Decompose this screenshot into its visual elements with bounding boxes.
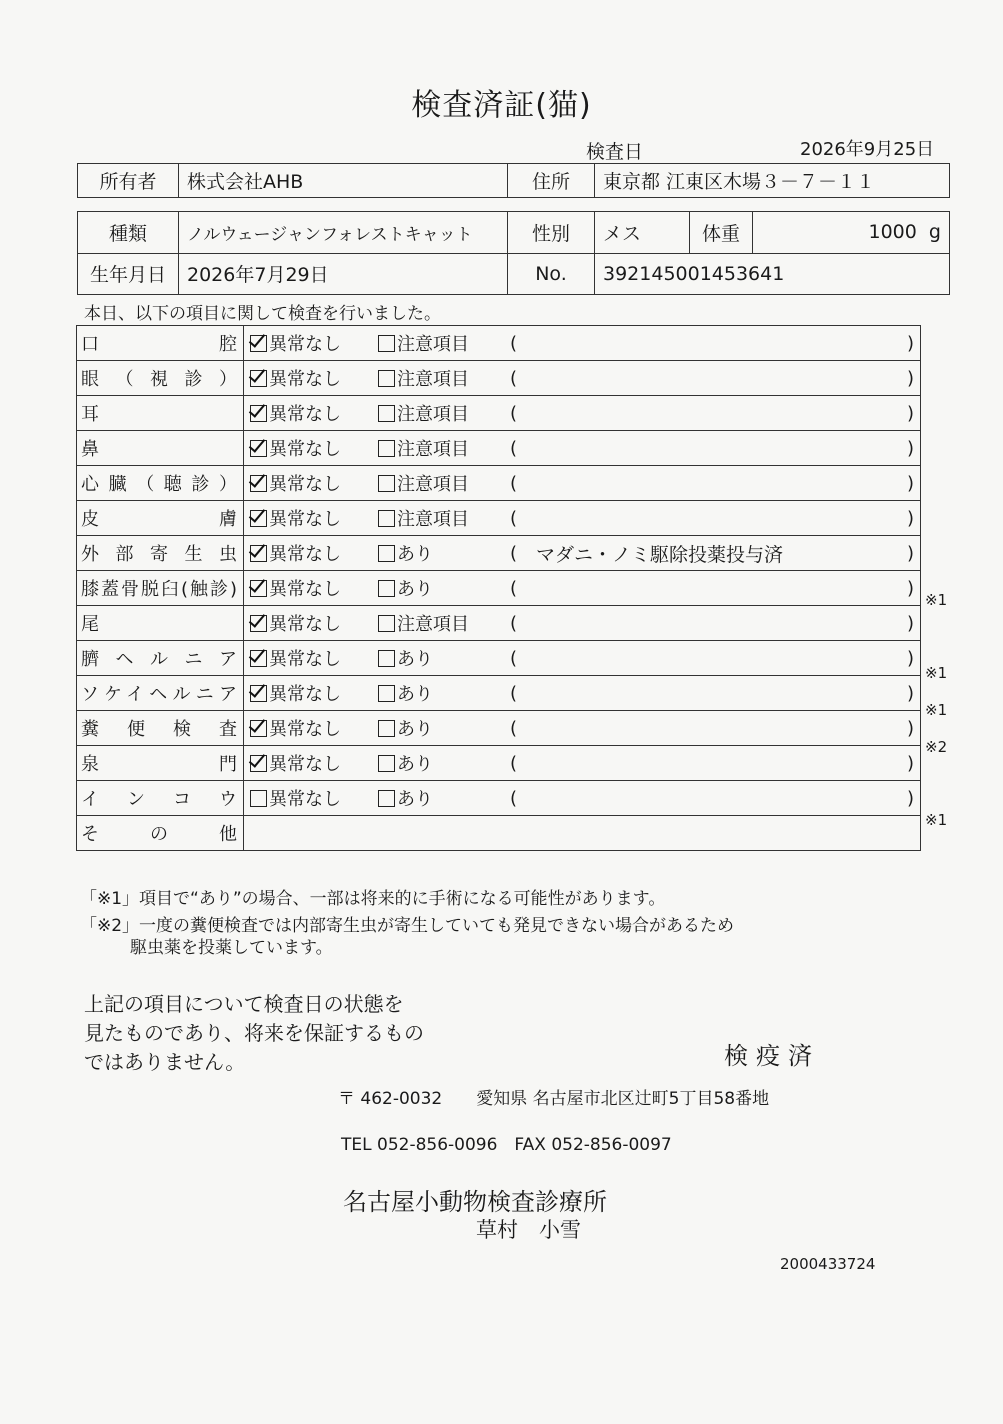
disclaimer-line-1: 上記の項目について検査日の状態を [84, 992, 404, 1016]
exam-result: 異常なし あり ( ) [244, 711, 921, 746]
dob-label: 生年月日 [78, 253, 179, 295]
finding-checkbox[interactable] [378, 650, 395, 667]
exam-result: 異常なし 注意項目 ( ) [244, 326, 921, 361]
footnote-mark: ※2 [925, 737, 948, 756]
exam-item-name: 耳 [77, 396, 244, 431]
no-abnormality-checkbox[interactable] [250, 510, 267, 527]
exam-item-name: 尾 [77, 606, 244, 641]
clinic-address: 〒 462-0032 愛知県 名古屋市北区辻町5丁目58番地 [338, 1089, 770, 1109]
exam-row [77, 431, 921, 466]
doctor-name: 草村 小雪 [476, 1218, 581, 1242]
finding-label: あり [397, 579, 433, 600]
finding-checkbox[interactable] [378, 440, 395, 457]
other-label: そ の 他 [77, 816, 244, 851]
finding-label: 注意項目 [397, 404, 469, 425]
no-abnormality-checkbox[interactable] [250, 475, 267, 492]
other-value [244, 816, 921, 851]
no-abnormality-checkbox[interactable] [250, 615, 267, 632]
exam-result: 異常なし 注意項目 ( ) [244, 466, 921, 501]
exam-result: 異常なし あり ( ) [244, 746, 921, 781]
finding-checkbox[interactable] [378, 790, 395, 807]
exam-item-name: 皮 膚 [77, 501, 244, 536]
owner-value: 株式会社AHB [179, 164, 508, 198]
finding-label: 注意項目 [397, 509, 469, 530]
exam-row [77, 396, 921, 431]
no-abnormality-label: 異常なし [269, 614, 341, 635]
breed-value: ノルウェージャンフォレストキャット [179, 212, 508, 254]
quarantine-stamp: 検疫済 [724, 1042, 820, 1070]
no-abnormality-label: 異常なし [269, 439, 341, 460]
exam-row [77, 501, 921, 536]
no-abnormality-checkbox[interactable] [250, 370, 267, 387]
finding-checkbox[interactable] [378, 615, 395, 632]
footnote-mark: ※1 [925, 811, 948, 830]
finding-checkbox[interactable] [378, 335, 395, 352]
no-abnormality-checkbox[interactable] [250, 405, 267, 422]
finding-label: 注意項目 [397, 369, 469, 390]
finding-label: あり [397, 789, 433, 810]
exam-item-name: 外部寄生虫 [77, 536, 244, 571]
exam-date-label: 検査日 [586, 141, 644, 163]
exam-date: 2026年9月25日 [800, 139, 935, 160]
sex-value: メス [595, 212, 690, 254]
no-abnormality-checkbox[interactable] [250, 685, 267, 702]
no-abnormality-checkbox[interactable] [250, 720, 267, 737]
sex-label: 性別 [508, 212, 595, 254]
exam-result: 異常なし あり ( マダニ・ノミ駆除投薬投与済 ) [244, 536, 921, 571]
weight-value: 1000 g [753, 212, 950, 254]
disclaimer [84, 990, 424, 1077]
exam-result: 異常なし あり ( ) [244, 781, 921, 816]
footnote-mark: ※1 [925, 590, 948, 609]
footnote-mark: ※1 [925, 701, 948, 719]
exam-table [76, 325, 921, 851]
finding-label: あり [397, 684, 433, 705]
exam-note: マダニ・ノミ駆除投薬投与済 [536, 543, 784, 566]
no-abnormality-label: 異常なし [269, 509, 341, 530]
exam-row [77, 781, 921, 816]
exam-row [77, 606, 921, 641]
owner-table [77, 163, 950, 198]
no-abnormality-checkbox[interactable] [250, 755, 267, 772]
breed-label: 種類 [78, 212, 179, 254]
exam-item-name: ソケイヘルニア [77, 676, 244, 711]
no-abnormality-label: 異常なし [269, 404, 341, 425]
finding-checkbox[interactable] [378, 370, 395, 387]
weight-label: 体重 [690, 212, 753, 254]
exam-row [77, 326, 921, 361]
exam-row [77, 536, 921, 571]
no-abnormality-label: 異常なし [269, 369, 341, 390]
exam-item-name: 膝蓋骨脱臼(触診) [77, 571, 244, 606]
owner-label: 所有者 [78, 164, 179, 198]
dob-value: 2026年7月29日 [179, 253, 508, 295]
no-abnormality-checkbox[interactable] [250, 335, 267, 352]
number-value: 392145001453641 [595, 253, 950, 295]
no-abnormality-label: 異常なし [269, 684, 341, 705]
exam-result: 異常なし 注意項目 ( ) [244, 361, 921, 396]
finding-checkbox[interactable] [378, 545, 395, 562]
finding-checkbox[interactable] [378, 475, 395, 492]
address-value: 東京都 江東区木場３－７－１１ [595, 164, 950, 198]
finding-checkbox[interactable] [378, 405, 395, 422]
exam-item-name: 泉 門 [77, 746, 244, 781]
exam-row [77, 641, 921, 676]
exam-result: 異常なし あり ( ) [244, 676, 921, 711]
footnote-1: 「※1」項目で“あり”の場合、一部は将来的に手術になる可能性があります。 [80, 889, 666, 909]
exam-item-name: 糞便検査 [77, 711, 244, 746]
no-abnormality-checkbox[interactable] [250, 580, 267, 597]
no-abnormality-label: 異常なし [269, 579, 341, 600]
no-abnormality-checkbox[interactable] [250, 790, 267, 807]
exam-item-name: 口 腔 [77, 326, 244, 361]
no-abnormality-label: 異常なし [269, 719, 341, 740]
finding-label: 注意項目 [397, 474, 469, 495]
intro-text: 本日、以下の項目に関して検査を行いました。 [84, 304, 441, 324]
no-abnormality-checkbox[interactable] [250, 545, 267, 562]
exam-row [77, 711, 921, 746]
finding-checkbox[interactable] [378, 510, 395, 527]
finding-label: 注意項目 [397, 614, 469, 635]
finding-label: 注意項目 [397, 334, 469, 355]
finding-checkbox[interactable] [378, 720, 395, 737]
exam-item-name: インコウ [77, 781, 244, 816]
exam-row [77, 746, 921, 781]
exam-row [77, 571, 921, 606]
no-abnormality-label: 異常なし [269, 544, 341, 565]
no-abnormality-label: 異常なし [269, 789, 341, 810]
disclaimer-line-3: ではありません。 [84, 1050, 246, 1074]
exam-result: 異常なし 注意項目 ( ) [244, 431, 921, 466]
no-abnormality-checkbox[interactable] [250, 440, 267, 457]
exam-result: 異常なし 注意項目 ( ) [244, 396, 921, 431]
finding-label: 注意項目 [397, 439, 469, 460]
finding-label: あり [397, 649, 433, 670]
exam-row-other [77, 816, 921, 851]
no-abnormality-label: 異常なし [269, 649, 341, 670]
no-abnormality-label: 異常なし [269, 334, 341, 355]
address-label: 住所 [508, 164, 595, 198]
clinic-name: 名古屋小動物検査診療所 [343, 1188, 607, 1216]
footnote-mark: ※1 [925, 664, 948, 683]
disclaimer-line-2: 見たものであり、将来を保証するもの [84, 1021, 424, 1045]
finding-checkbox[interactable] [378, 685, 395, 702]
finding-checkbox[interactable] [378, 755, 395, 772]
no-abnormality-label: 異常なし [269, 754, 341, 775]
finding-label: あり [397, 719, 433, 740]
exam-result: 異常なし 注意項目 ( ) [244, 501, 921, 536]
exam-item-name: 眼（視診） [77, 361, 244, 396]
document-number: 2000433724 [780, 1255, 876, 1273]
footnote-2: 「※2」一度の糞便検査では内部寄生虫が寄生していても発見できない場合があるため [80, 916, 735, 936]
exam-result: 異常なし あり ( ) [244, 641, 921, 676]
number-label: No. [508, 253, 595, 295]
finding-label: あり [397, 754, 433, 775]
document-title: 検査済証(猫) [411, 88, 592, 123]
exam-row [77, 361, 921, 396]
no-abnormality-checkbox[interactable] [250, 650, 267, 667]
exam-row [77, 466, 921, 501]
footnote-2-continued: 駆虫薬を投薬しています。 [130, 938, 333, 958]
finding-label: あり [397, 544, 433, 565]
exam-item-name: 臍ヘルニア [77, 641, 244, 676]
no-abnormality-label: 異常なし [269, 474, 341, 495]
exam-item-name: 鼻 [77, 431, 244, 466]
exam-result: 異常なし 注意項目 ( ) [244, 606, 921, 641]
exam-item-name: 心臓（聴診） [77, 466, 244, 501]
clinic-phone: TEL 052-856-0096 FAX 052-856-0097 [341, 1135, 672, 1155]
exam-result: 異常なし あり ( ) [244, 571, 921, 606]
exam-row [77, 676, 921, 711]
animal-table [77, 211, 950, 295]
finding-checkbox[interactable] [378, 580, 395, 597]
